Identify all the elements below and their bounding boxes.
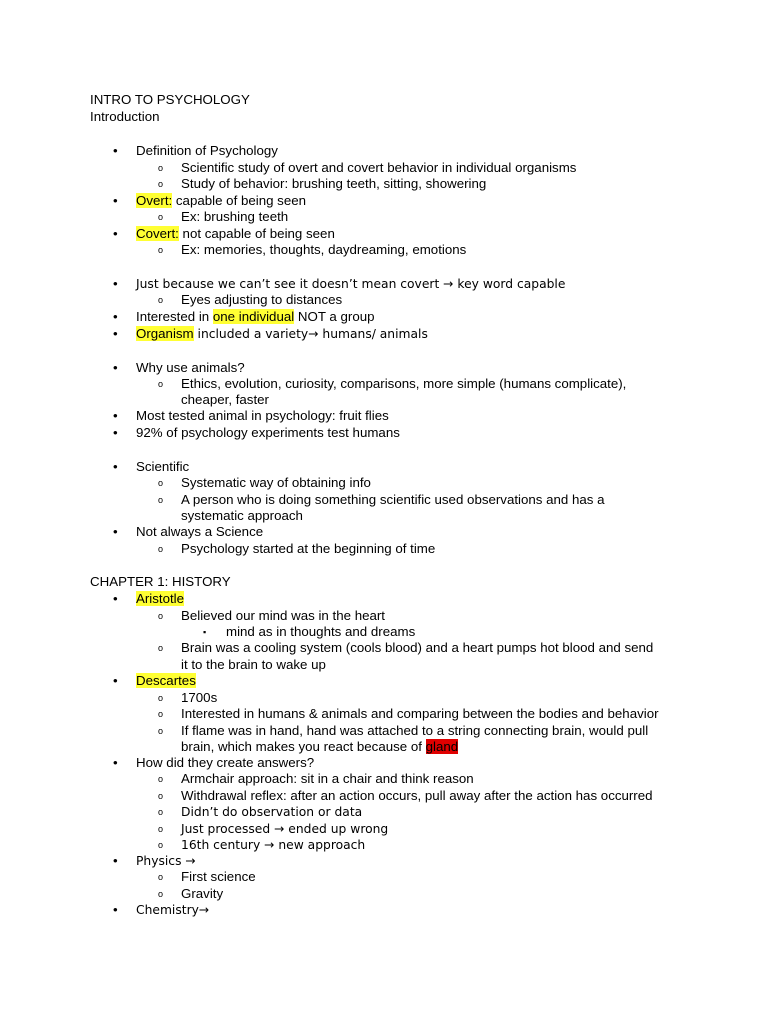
bullet-marker: • xyxy=(113,673,118,688)
sub-bullet-marker: o xyxy=(158,709,164,719)
sub-item-sci-2: A person who is doing something scientific used observations and has a xyxy=(181,492,605,507)
sub-bullet-marker: o xyxy=(158,295,164,305)
sub-bullet-marker: o xyxy=(158,643,164,653)
sub-item-why-1-cont: cheaper, faster xyxy=(181,392,269,407)
highlight-descartes: Descartes xyxy=(136,673,196,688)
sub-item-sci-2-cont: systematic approach xyxy=(181,508,303,523)
sub-bullet-marker: o xyxy=(158,245,164,255)
sub-bullet-marker: o xyxy=(158,163,164,173)
sub-bullet-marker: o xyxy=(158,478,164,488)
overt-text: capable of being seen xyxy=(172,193,307,208)
bullet-marker: • xyxy=(113,309,118,324)
sub-item-eyes: Eyes adjusting to distances xyxy=(181,292,343,307)
sub-item-definition-1: Scientific study of overt and covert behavior in individual organisms xyxy=(181,160,577,175)
sub-item-descartes-1: 1700s xyxy=(181,690,218,705)
sub-item-overt-example: Ex: brushing teeth xyxy=(181,209,289,224)
bullet-marker: • xyxy=(113,326,118,341)
sub-item-how-1: Armchair approach: sit in a chair and think reason xyxy=(181,771,474,786)
sub-item-not-sci: Psychology started at the beginning of time xyxy=(181,541,436,556)
bullet-marker: • xyxy=(113,193,118,208)
organism-text: included a variety→ humans/ animals xyxy=(193,327,428,341)
list-item-organism xyxy=(136,326,428,342)
bullet-marker: • xyxy=(113,902,118,917)
sub-item-descartes-3: If flame was in hand, hand was attached to a string connecting brain, would pull xyxy=(181,723,649,738)
sub-bullet-marker: o xyxy=(158,611,164,621)
descartes-3-cont-text: brain, which makes you react because of xyxy=(181,739,426,754)
sub-item-how-4: Just processed → ended up wrong xyxy=(181,822,389,836)
bullet-marker: • xyxy=(113,276,118,291)
document-title: INTRO TO PSYCHOLOGY xyxy=(90,92,250,107)
list-item-why-animals: Why use animals? xyxy=(136,360,245,375)
list-item-overt xyxy=(136,193,306,209)
list-item-just-because: Just because we can’t see it doesn’t mean covert → key word capable xyxy=(136,277,566,291)
bullet-marker: • xyxy=(113,459,118,474)
sub-bullet-marker: o xyxy=(158,212,164,222)
sub-item-aristotle-2: Brain was a cooling system (cools blood) and a heart pumps hot blood and send xyxy=(181,640,654,655)
section-intro-heading: Introduction xyxy=(90,109,160,124)
bullet-marker: • xyxy=(113,591,118,606)
sub-bullet-marker: o xyxy=(158,179,164,189)
list-item-physics: Physics → xyxy=(136,854,196,868)
list-item-percent: 92% of psychology experiments test humans xyxy=(136,425,400,440)
sub-item-how-5: 16th century → new approach xyxy=(181,838,366,852)
sub-bullet-marker: o xyxy=(158,495,164,505)
sub-item-aristotle-2-cont: it to the brain to wake up xyxy=(181,657,326,672)
sub-sub-item-aristotle: mind as in thoughts and dreams xyxy=(226,624,416,639)
bullet-marker: • xyxy=(113,425,118,440)
list-item-interested xyxy=(136,309,375,325)
sub-item-physics-1: First science xyxy=(181,869,256,884)
sub-bullet-marker: o xyxy=(158,889,164,899)
sub-item-sci-1: Systematic way of obtaining info xyxy=(181,475,371,490)
highlight-covert: Covert: xyxy=(136,226,179,241)
sub-bullet-marker: o xyxy=(158,807,164,817)
list-item-not-science: Not always a Science xyxy=(136,524,264,539)
sub-item-how-2: Withdrawal reflex: after an action occurs, pull away after the action has occurred xyxy=(181,788,653,803)
bullet-marker: • xyxy=(113,360,118,375)
sub-bullet-marker: o xyxy=(158,693,164,703)
covert-text: not capable of being seen xyxy=(178,226,335,241)
list-item-how: How did they create answers? xyxy=(136,755,315,770)
chapter-1-heading: CHAPTER 1: HISTORY xyxy=(90,574,231,589)
sub-bullet-marker: o xyxy=(158,840,164,850)
highlight-one-individual: one individual xyxy=(212,309,295,324)
sub-bullet-marker: o xyxy=(158,872,164,882)
list-item-scientific: Scientific xyxy=(136,459,190,474)
bullet-marker: • xyxy=(113,408,118,423)
sub-bullet-marker: o xyxy=(158,824,164,834)
list-item-most-tested: Most tested animal in psychology: fruit flies xyxy=(136,408,389,423)
sub-item-aristotle-1: Believed our mind was in the heart xyxy=(181,608,385,623)
sub-bullet-marker: o xyxy=(158,544,164,554)
bullet-marker: • xyxy=(113,226,118,241)
list-item-covert xyxy=(136,226,335,242)
sub-item-descartes-2: Interested in humans & animals and comparing between the bodies and behavior xyxy=(181,706,659,721)
list-item-chemistry: Chemistry→ xyxy=(136,903,210,917)
sub-item-descartes-3-cont xyxy=(181,739,458,755)
sub-item-definition-2: Study of behavior: brushing teeth, sitting, showering xyxy=(181,176,487,191)
sub-item-covert-example: Ex: memories, thoughts, daydreaming, emotions xyxy=(181,242,467,257)
highlight-organism: Organism xyxy=(136,326,194,341)
highlight-gland: gland xyxy=(425,739,459,754)
bullet-marker: • xyxy=(113,853,118,868)
bullet-marker: • xyxy=(113,143,118,158)
list-item-definition: Definition of Psychology xyxy=(136,143,278,158)
sub-bullet-marker: o xyxy=(158,774,164,784)
sub-bullet-marker: o xyxy=(158,726,164,736)
list-item-aristotle xyxy=(136,591,184,607)
sub-bullet-marker: o xyxy=(158,379,164,389)
interested-post: NOT a group xyxy=(294,309,375,324)
sub-item-how-3: Didn’t do observation or data xyxy=(181,805,363,819)
bullet-marker: • xyxy=(113,755,118,770)
sub-bullet-marker: o xyxy=(158,791,164,801)
highlight-aristotle: Aristotle xyxy=(136,591,185,606)
interested-pre: Interested in xyxy=(136,309,213,324)
highlight-overt: Overt: xyxy=(136,193,173,208)
sub-item-why-1: Ethics, evolution, curiosity, comparisons, more simple (humans complicate), xyxy=(181,376,627,391)
sub-item-physics-2: Gravity xyxy=(181,886,224,901)
list-item-descartes xyxy=(136,673,196,689)
bullet-marker: • xyxy=(113,524,118,539)
sub-sub-bullet-marker: ▪ xyxy=(203,627,207,637)
